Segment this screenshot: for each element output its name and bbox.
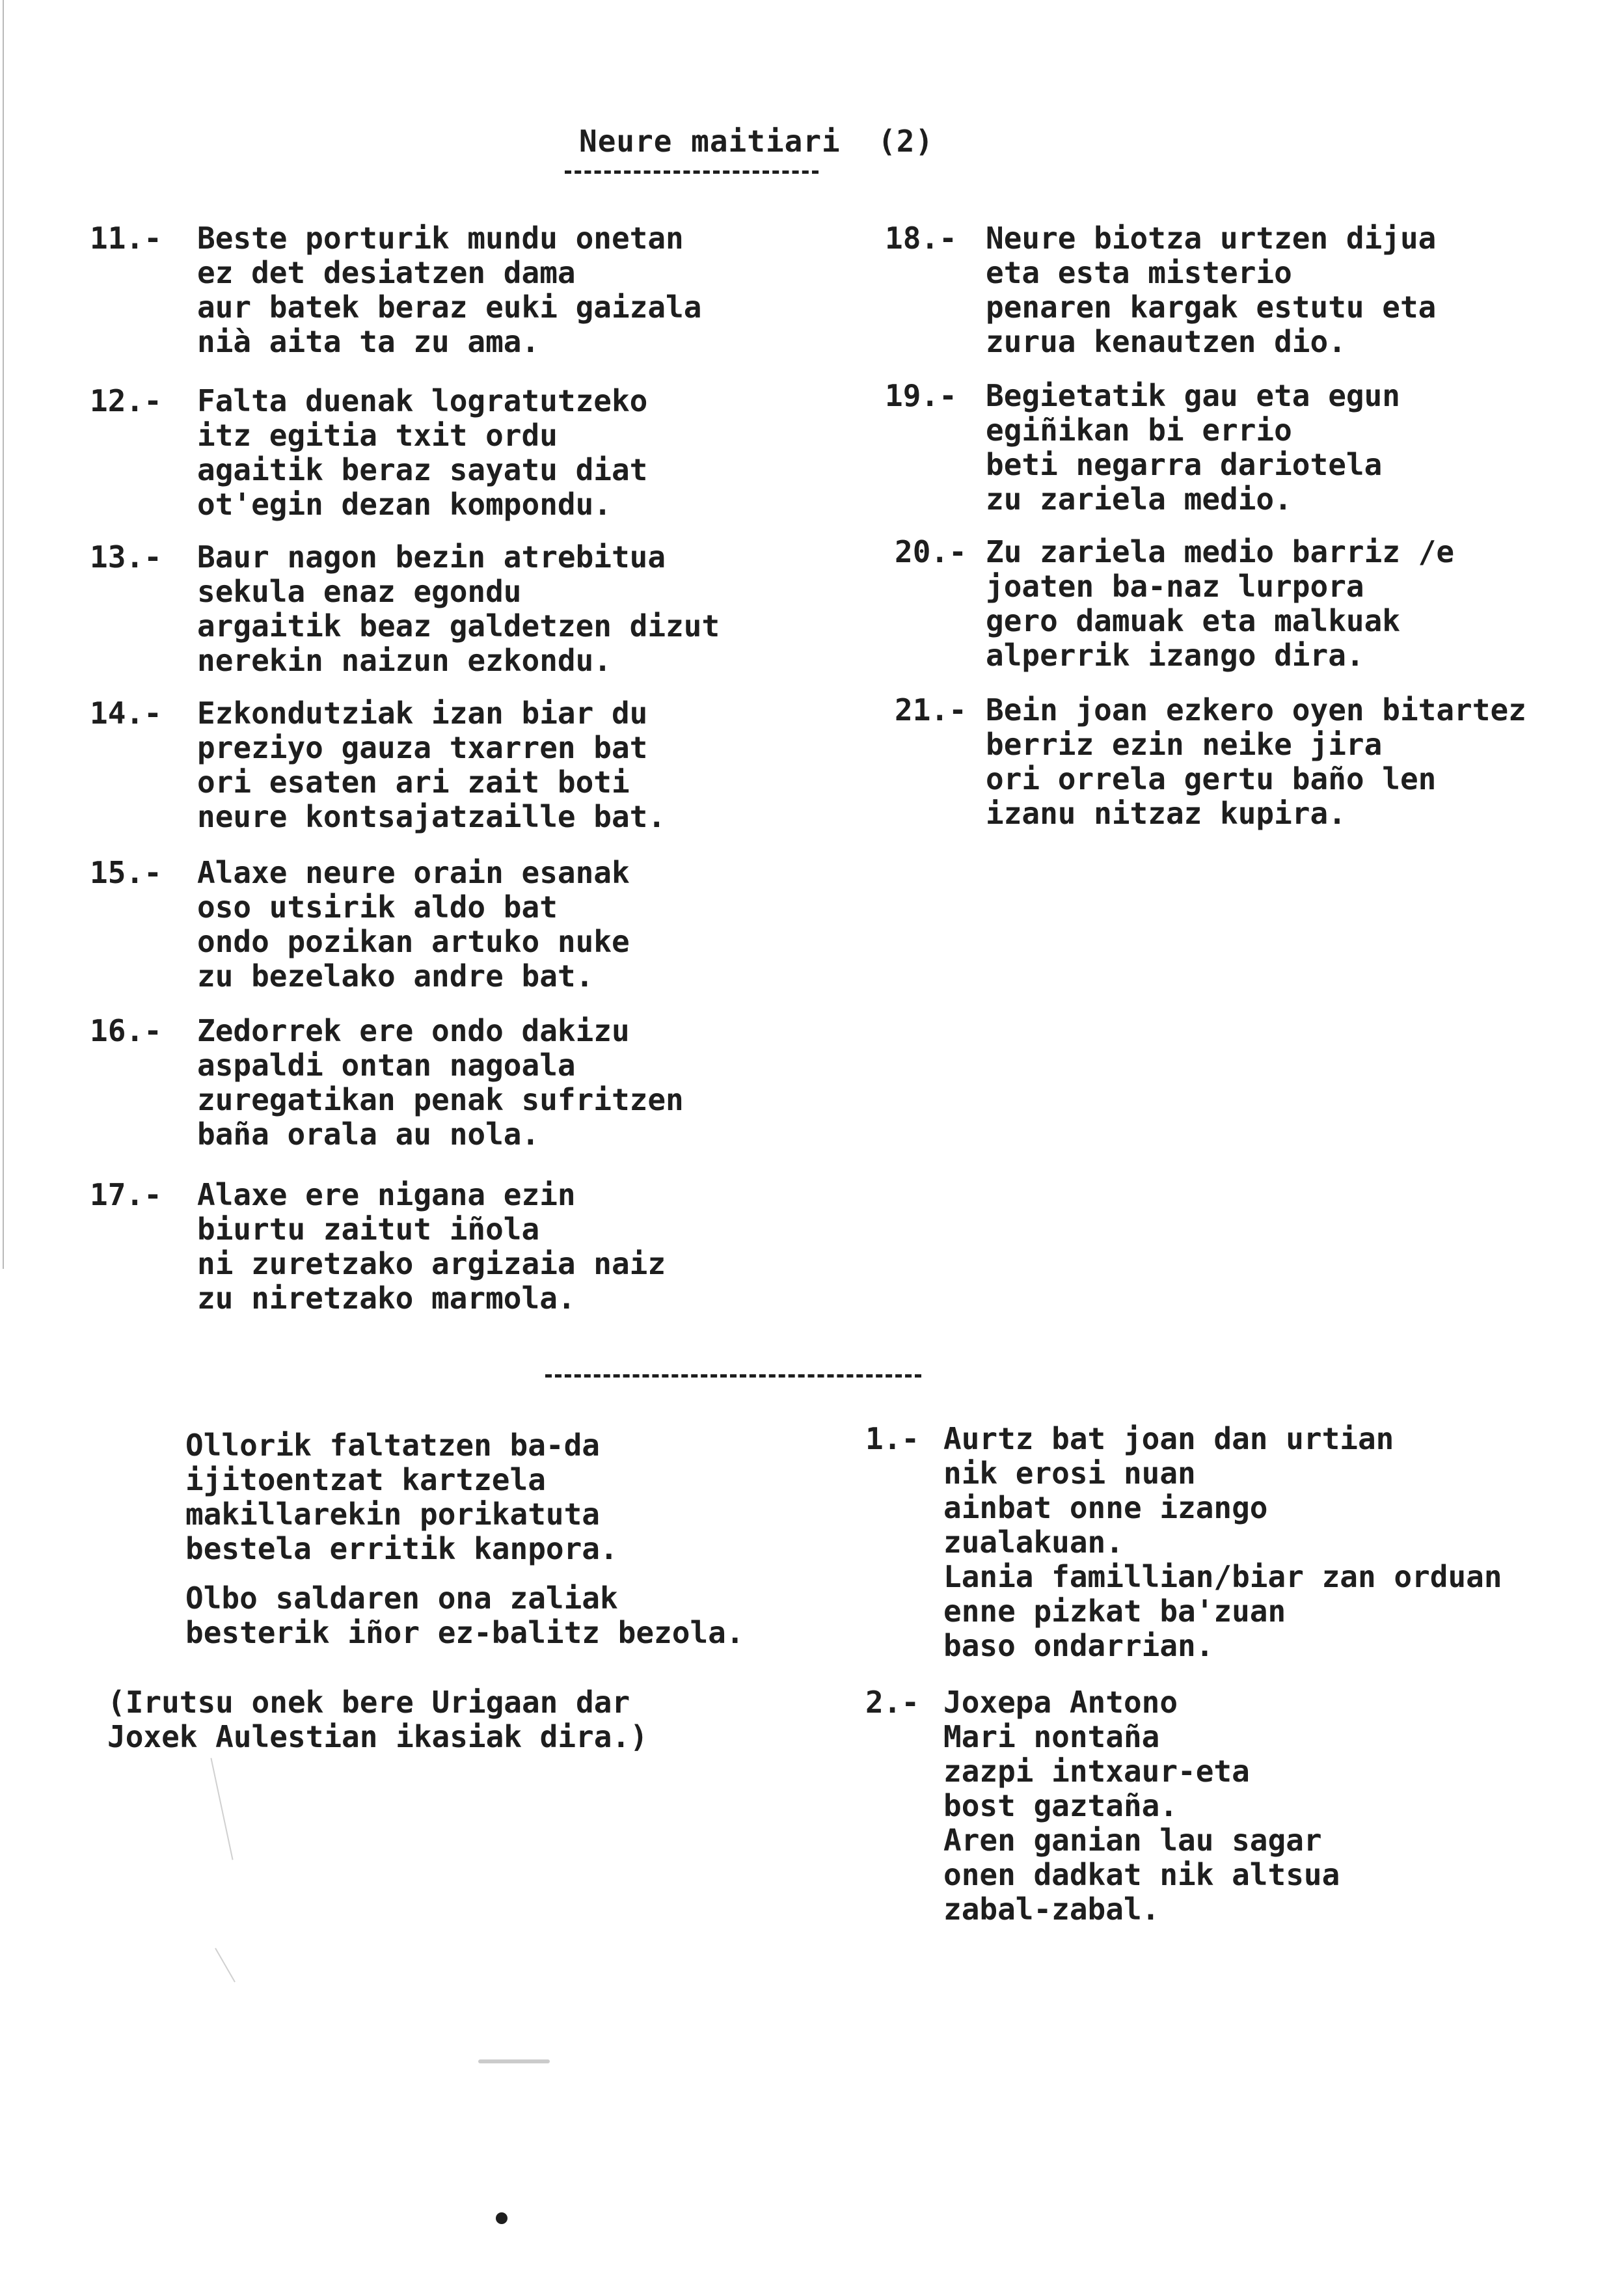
title-underline — [565, 170, 819, 174]
verse-line: ni zuretzako argizaia naiz — [197, 1246, 666, 1281]
verse-line: agaitik beraz sayatu diat — [197, 452, 648, 487]
verse-line: Mari nontaña — [943, 1719, 1160, 1754]
verse-line: nià aita ta zu ama. — [197, 324, 540, 359]
stanza-number: 18.- — [885, 221, 957, 256]
verse-line: ori esaten ari zait boti — [197, 765, 630, 800]
stanza-number: 19.- — [885, 378, 957, 413]
verse-line: Begietatik gau eta egun — [986, 378, 1400, 413]
verse-line: zualakuan. — [943, 1525, 1124, 1560]
verse-line: zu zariela medio. — [986, 482, 1292, 517]
verse-line: zabal-zabal. — [943, 1892, 1160, 1927]
verse-line: zu bezelako andre bat. — [197, 958, 594, 994]
verse-line: ori orrela gertu baño len — [986, 761, 1437, 796]
untitled-verse-1 — [185, 1428, 618, 1566]
verse-line: beti negarra dariotela — [986, 447, 1383, 482]
source-note — [107, 1685, 648, 1754]
verse-line: Neure biotza urtzen dijua — [986, 221, 1437, 256]
stanza-number: 12.- — [90, 383, 162, 418]
verse-line: berriz ezin neike jira — [986, 727, 1383, 762]
verse-line: alperrik izango dira. — [986, 638, 1364, 673]
verse-line: onen dadkat nik altsua — [943, 1857, 1340, 1892]
verse-line: Joxepa Antono — [943, 1685, 1178, 1720]
verse-line: ijitoentzat kartzela — [185, 1462, 546, 1497]
verse-line: ondo pozikan artuko nuke — [197, 924, 630, 959]
verse-line: Ezkondutziak izan biar du — [197, 696, 648, 731]
stanza-number: 11.- — [90, 221, 162, 256]
verse-line: Ollorik faltatzen ba-da — [185, 1428, 600, 1463]
verse-line: gero damuak eta malkuak — [986, 603, 1400, 638]
verse-line: zu niretzako marmola. — [197, 1281, 576, 1316]
stanza-number: 16.- — [90, 1013, 162, 1048]
page-title: Neure maitiari (2) — [579, 124, 934, 159]
verse-line: ainbat onne izango — [943, 1490, 1268, 1525]
stanza-number: 20.- — [895, 534, 967, 569]
verse-line: Baur nagon bezin atrebitua — [197, 539, 666, 575]
verse-line: nerekin naizun ezkondu. — [197, 643, 612, 678]
scan-scratch — [210, 1758, 233, 1860]
verse-line: ot'egin dezan kompondu. — [197, 487, 612, 522]
verse-line: oso utsirik aldo bat — [197, 890, 558, 925]
verse-line: preziyo gauza txarren bat — [197, 730, 648, 765]
verse-line: Olbo saldaren ona zaliak — [185, 1581, 618, 1616]
verse-number: 1.- — [865, 1421, 920, 1456]
verse-line: baso ondarrian. — [943, 1628, 1214, 1663]
punch-dot — [496, 2212, 508, 2224]
verse-line: Alaxe ere nigana ezin — [197, 1177, 576, 1212]
verse-line: Alaxe neure orain esanak — [197, 855, 630, 890]
verse-line: sekula enaz egondu — [197, 574, 522, 609]
note-line: (Irutsu onek bere Urigaan dar — [107, 1685, 630, 1720]
verse-line: zazpi intxaur-eta — [943, 1754, 1250, 1789]
verse-number: 2.- — [865, 1685, 920, 1720]
verse-line: aur batek beraz euki gaizala — [197, 290, 702, 325]
verse-line: izanu nitzaz kupira. — [986, 796, 1346, 831]
verse-line: baña orala au nola. — [197, 1117, 540, 1152]
verse-line: itz egitia txit ordu — [197, 418, 558, 453]
verse-line: besterik iñor ez-balitz bezola. — [185, 1615, 744, 1650]
verse-line: aspaldi ontan nagoala — [197, 1048, 576, 1083]
verse-line: zuregatikan penak sufritzen — [197, 1082, 684, 1117]
verse-line: Aurtz bat joan dan urtian — [943, 1421, 1394, 1456]
stanza-number: 14.- — [90, 696, 162, 731]
verse-line: nik erosi nuan — [943, 1456, 1196, 1491]
verse-line: Bein joan ezkero oyen bitartez — [986, 692, 1526, 727]
verse-line: Zu zariela medio barriz /e — [986, 534, 1455, 569]
verse-line: neure kontsajatzaille bat. — [197, 799, 666, 834]
stanza-number: 15.- — [90, 855, 162, 890]
verse-line: enne pizkat ba'zuan — [943, 1594, 1286, 1629]
verse-line: egiñikan bi errio — [986, 413, 1292, 448]
untitled-verse-2 — [185, 1581, 744, 1650]
stanza-number: 17.- — [90, 1177, 162, 1212]
verse-line: joaten ba-naz lurpora — [986, 569, 1364, 604]
verse-line: zurua kenautzen dio. — [986, 324, 1346, 359]
verse-line: makillarekin porikatuta — [185, 1497, 600, 1532]
verse-line: Lania famillian/biar zan orduan — [943, 1559, 1502, 1594]
verse-line: ez det desiatzen dama — [197, 255, 576, 290]
stanza-number: 13.- — [90, 539, 162, 575]
verse-line: Zedorrek ere ondo dakizu — [197, 1013, 630, 1048]
scan-scratch — [215, 1948, 236, 1983]
verse-line: penaren kargak estutu eta — [986, 290, 1437, 325]
scan-smudge — [478, 2059, 550, 2063]
section-divider — [545, 1374, 921, 1378]
verse-line: bost gaztaña. — [943, 1788, 1178, 1823]
verse-line: Aren ganian lau sagar — [943, 1823, 1322, 1858]
verse-line: bestela erritik kanpora. — [185, 1531, 618, 1566]
verse-line: Beste porturik mundu onetan — [197, 221, 684, 256]
page-edge — [3, 0, 4, 1269]
verse-line: argaitik beaz galdetzen dizut — [197, 608, 720, 644]
verse-line: Falta duenak logratutzeko — [197, 383, 648, 418]
stanza-number: 21.- — [895, 692, 967, 727]
verse-line: eta esta misterio — [986, 255, 1292, 290]
note-line: Joxek Aulestian ikasiak dira.) — [107, 1719, 648, 1754]
verse-line: biurtu zaitut iñola — [197, 1212, 540, 1247]
